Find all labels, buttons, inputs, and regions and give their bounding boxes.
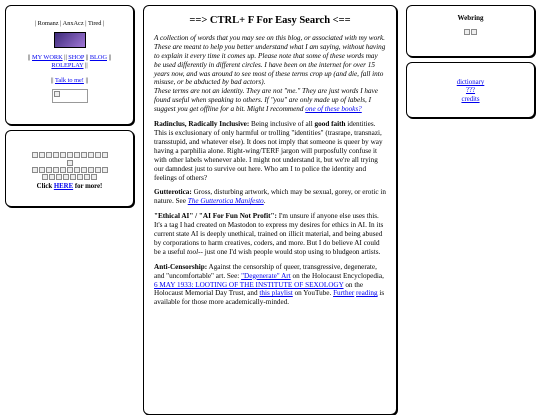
main-navigation: || MY WORK || SHOP || BLOG || ROLEPLAY || bbox=[27, 54, 112, 69]
term-gutterotica: Gutterotica: bbox=[154, 188, 192, 197]
gallery-image[interactable] bbox=[88, 152, 94, 158]
gallery-image[interactable] bbox=[42, 174, 48, 180]
further-link[interactable]: Further bbox=[333, 289, 355, 298]
gallery-image[interactable] bbox=[39, 152, 45, 158]
gallery-image[interactable] bbox=[81, 167, 87, 173]
click-prefix: Click bbox=[36, 183, 54, 191]
talk-line: || Talk to me! || bbox=[50, 77, 89, 84]
term-anti-censorship: Anti-Censorship: bbox=[154, 262, 208, 271]
degenerate-art-link[interactable]: "Degenerate" Art bbox=[241, 271, 291, 280]
gallery-image[interactable] bbox=[49, 174, 55, 180]
gallery-image[interactable] bbox=[84, 174, 90, 180]
term-radinclus: Radinclus, Radically Inclusive: bbox=[154, 120, 250, 129]
page-links-panel bbox=[406, 62, 535, 118]
entry-gutterotica bbox=[154, 188, 386, 206]
entry-text: Being inclusive of all bbox=[249, 120, 315, 129]
intro-paragraph bbox=[154, 34, 386, 114]
gallery-image[interactable] bbox=[102, 167, 108, 173]
webring-prev-image[interactable] bbox=[464, 29, 470, 35]
sidebar-navigation-panel bbox=[5, 5, 134, 125]
entry-text: identities. This is exclusionary of only harmful or trolling "identities" (trasrape, transnazi, transstupid, and whatever else). It does not imply that someone is queer by way having a parphilia alone. Right-wing/TERF jargon will purposfully confuse it with other labels whenever able. I might not understand it, but we're all trying our damndest just to survive out here. Who am I to police the identity and feelings of others? bbox=[154, 120, 383, 182]
button-gallery-panel bbox=[5, 130, 134, 207]
gallery-image[interactable] bbox=[74, 167, 80, 173]
gallery-image[interactable] bbox=[95, 152, 101, 158]
gallery-image[interactable] bbox=[81, 152, 87, 158]
main-content-panel bbox=[143, 5, 397, 415]
entry-italic: tool bbox=[186, 247, 199, 256]
top-nav-links[interactable]: | Romanz | AnxAcz | Tired | bbox=[34, 20, 105, 27]
webring-panel bbox=[406, 5, 535, 57]
site-logo-badge bbox=[54, 32, 86, 48]
entry-bold: good faith bbox=[314, 120, 346, 129]
books-link[interactable]: one of these books? bbox=[305, 105, 362, 114]
gallery-image[interactable] bbox=[39, 167, 45, 173]
click-suffix: for more! bbox=[73, 183, 103, 191]
institute-of-sexology-link[interactable]: 6 MAY 1933: LOOTING OF THE INSTITUTE OF SEXOLOGY bbox=[154, 280, 344, 289]
entry-text: is available for those more academically-minded. bbox=[154, 289, 385, 307]
entry-ethical-ai bbox=[154, 212, 386, 257]
talk-to-me-link[interactable]: Talk to me! bbox=[54, 77, 84, 84]
entry-radinclus bbox=[154, 120, 386, 182]
gallery-image[interactable] bbox=[53, 167, 59, 173]
gallery-image[interactable] bbox=[74, 152, 80, 158]
gallery-image[interactable] bbox=[67, 152, 73, 158]
intro-text-2: These terms are not an identity. They are not "me." They are just words I have found useful when speaking to others. If "you" are only made up of labels, I suggest you get offline for a bit. Might I recommend bbox=[154, 87, 378, 114]
credits-link[interactable]: credits bbox=[461, 95, 480, 103]
gallery-image[interactable] bbox=[67, 167, 73, 173]
entry-text: . bbox=[263, 197, 266, 206]
gallery-image[interactable] bbox=[46, 167, 52, 173]
click-here-line bbox=[6, 183, 133, 190]
webring-controls bbox=[407, 23, 534, 41]
gallery-image[interactable] bbox=[56, 174, 62, 180]
intro-text-1: A collection of words that you may see on this blog, or associated with my work. These are meant to help you better understand what I am saying, without having to explain it every time it comes up. Please note that some of these words may be used differently in different circles. I have been on the internet for over 15 years now, and was around to see most of these terms crop up (and die, fall into misuse, or be abducted by bad actors). bbox=[154, 33, 386, 87]
gallery-image[interactable] bbox=[53, 152, 59, 158]
gallery-image[interactable] bbox=[60, 167, 66, 173]
nav-link-blog[interactable]: BLOG bbox=[89, 54, 107, 61]
click-here-link[interactable]: HERE bbox=[53, 183, 74, 191]
gutterotica-manifesto-link[interactable]: The Gutterotica Manifesto bbox=[187, 197, 264, 206]
entry-text: -- just one I'd wish people would stop using to bludgeon artists. bbox=[198, 247, 381, 256]
gallery-image[interactable] bbox=[91, 174, 97, 180]
gallery-image[interactable] bbox=[46, 152, 52, 158]
term-ethical-ai: "Ethical AI" / "AI For Fun Not Profit": bbox=[154, 212, 277, 221]
gallery-buttons bbox=[6, 151, 133, 180]
playlist-link[interactable]: this playlist bbox=[259, 289, 293, 298]
entry-text: I'm unsure if anyone else uses this. It's a tag I had created on Mastodon to express my desires for ethics in AI. In its current state AI is deeply unethical, trained on illicit material, and being abused by corporations to harm creatives, coders, and more. But I do believe AI could be a useful bbox=[154, 212, 384, 256]
reading-link[interactable]: reading bbox=[356, 289, 378, 298]
page-title: ==> CTRL+ F For Easy Search <== bbox=[189, 15, 351, 26]
webring-next-image[interactable] bbox=[471, 29, 477, 35]
nav-link-my-work[interactable]: MY WORK bbox=[32, 54, 63, 61]
nav-link-shop[interactable]: SHOP bbox=[68, 54, 85, 61]
gallery-image[interactable] bbox=[77, 174, 83, 180]
gallery-image[interactable] bbox=[102, 152, 108, 158]
gallery-image[interactable] bbox=[88, 167, 94, 173]
entry-anti-censorship bbox=[154, 263, 386, 308]
entry-text: on the Holocaust Memorial Day Trust, and bbox=[154, 280, 364, 298]
gallery-image[interactable] bbox=[67, 160, 73, 166]
entry-text: on the Holocaust Encyclopedia, bbox=[290, 271, 384, 280]
webring-title: Webring bbox=[457, 14, 484, 22]
gallery-image[interactable] bbox=[32, 152, 38, 158]
nav-link-roleplay[interactable]: ROLEPLAY bbox=[51, 62, 84, 69]
entry-text: Against the censorship of queer, transgressive, degenerate, and "uncomfortable" art. See: bbox=[154, 262, 377, 280]
gallery-image[interactable] bbox=[32, 167, 38, 173]
entry-text: Gross, disturbing artwork, which may be sexual, gorey, or erotic in nature. See bbox=[154, 188, 386, 206]
gallery-image[interactable] bbox=[95, 167, 101, 173]
broken-image bbox=[52, 89, 88, 103]
page-links bbox=[407, 79, 534, 104]
gallery-image[interactable] bbox=[60, 152, 66, 158]
gallery-image[interactable] bbox=[70, 174, 76, 180]
entry-text: on YouTube. bbox=[292, 289, 334, 298]
mystery-link[interactable]: ??? bbox=[465, 87, 476, 95]
dictionary-link[interactable]: dictionary bbox=[456, 79, 485, 86]
gallery-image[interactable] bbox=[63, 174, 69, 180]
